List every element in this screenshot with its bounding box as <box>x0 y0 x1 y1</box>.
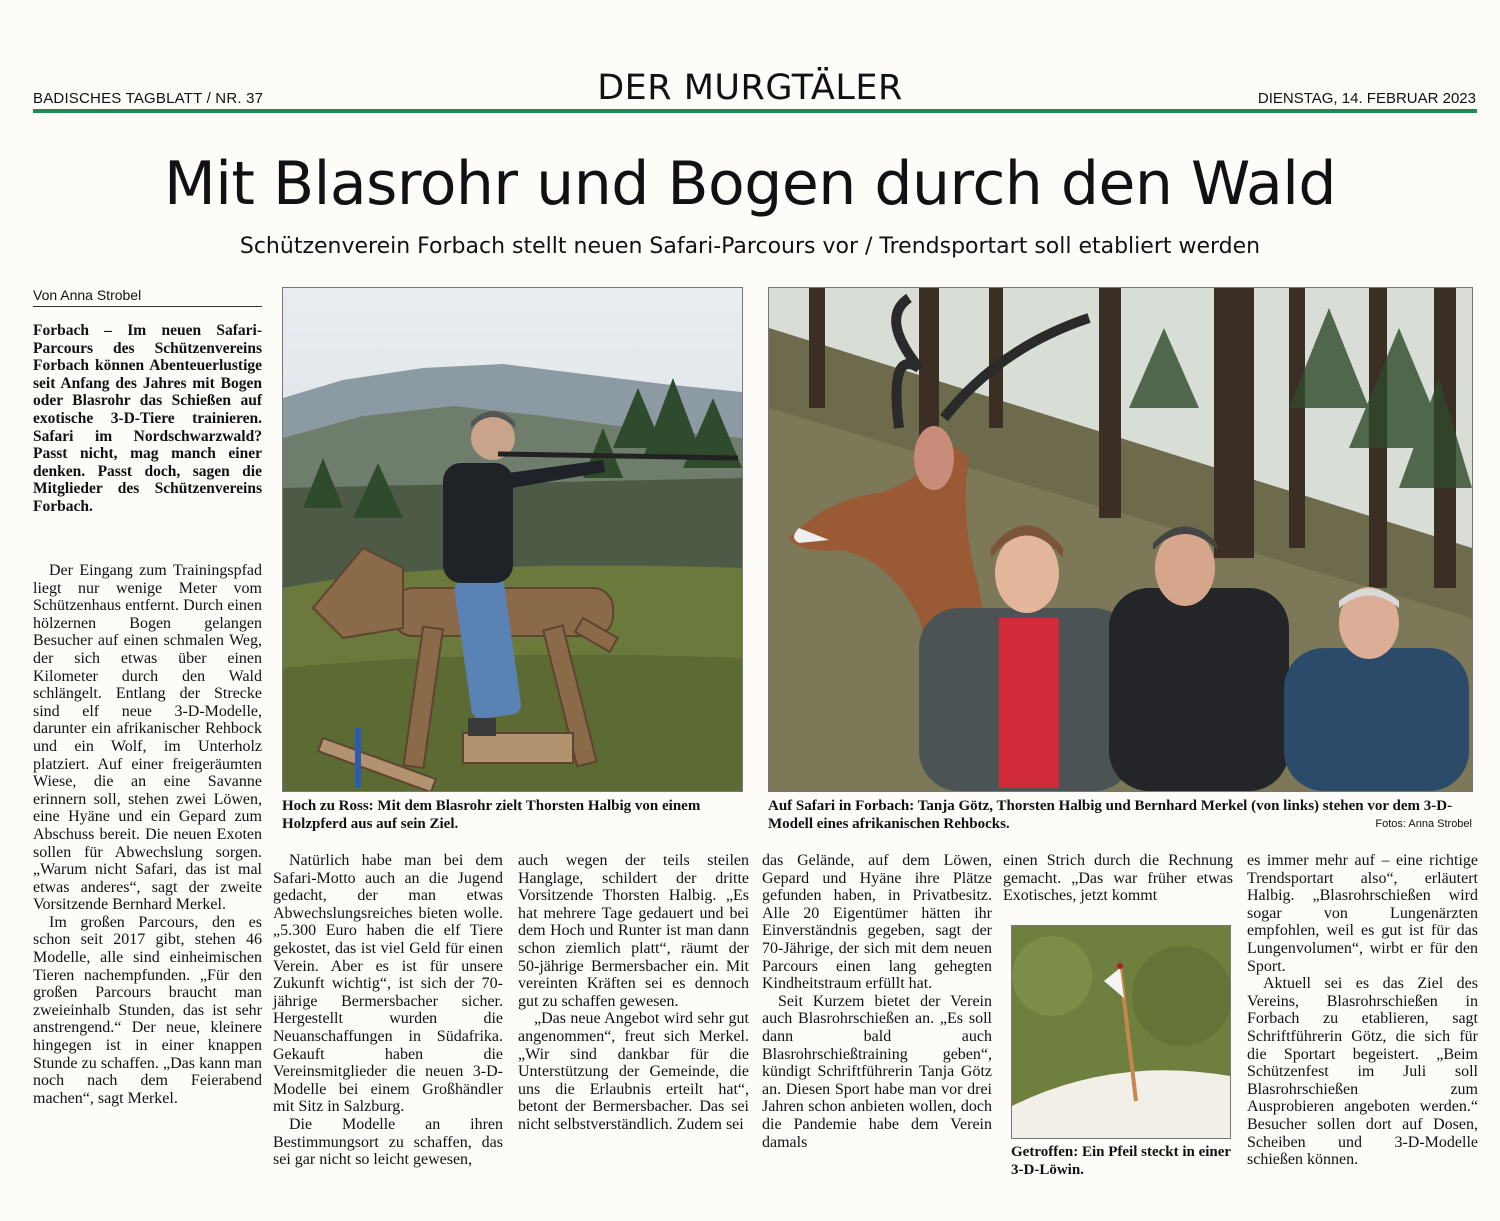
paragraph: Die Modelle an ihren Bestimmungsort zu schaffen, das sei gar nicht so leicht gewesen, <box>273 1115 503 1169</box>
paragraph: Im großen Parcours, den es schon seit 2017 gibt, stehen 46 Modelle, alle sind einheimischen Tieren nachempfunden. „Für den großen Parcours braucht man zweieinhalb Stunden, das ist sehr anstrengend.“ Der neue, kleinere hingegen ist in einer knappen Stunde zu schaffen. „Das kann man noch nach dem Feierabend machen“, sagt Merkel. <box>33 913 262 1107</box>
paragraph: einen Strich durch die Rechnung gemacht. „Das war früher etwas Exotisches, jetzt kommt <box>1003 852 1233 905</box>
paragraph: es immer mehr auf – eine richtige Trendsportart also“, erläutert Halbig. „Blasrohrschießen wird sogar von Lungenärzten empfohlen, weil es gut ist für das Lungenvolumen“, wirbt er für den Sport. <box>1247 852 1478 975</box>
text-column-5 <box>1003 852 1233 905</box>
headline: Mit Blasrohr und Bogen durch den Wald <box>163 149 1337 219</box>
text-column-1 <box>33 562 262 1107</box>
text-column-2 <box>273 852 503 1169</box>
masthead-rule <box>33 109 1477 113</box>
lead-text: Forbach – Im neuen Safari-Parcours des Schützenvereins Forbach können Abenteuerlustige seit Anfang des Jahres mit Bogen oder Blasrohr das Schießen auf exotische 3-D-Tiere trainieren. Safari im Nordschwarzwald? Passt nicht, mag manch einer denken. Passt doch, sagen die Mitglieder des Schützenvereins Forbach. <box>33 322 262 515</box>
photo-wooden-horse-image <box>283 288 742 791</box>
paragraph: „Das neue Angebot wird sehr gut angenommen“, freut sich Merkel. „Wir sind dankbar für die Unterstützung der Gemeinde, die uns die Erlaubnis erteilt hat“, betont der Bermersbacher. Das sei nicht selbstverständlich. Zudem sei <box>518 1010 749 1133</box>
photo-arrow-image <box>1012 926 1230 1138</box>
photo-group-antelope-image <box>769 288 1472 791</box>
photo-credit: Fotos: Anna Strobel <box>1375 818 1472 830</box>
paragraph: Seit Kurzem bietet der Verein auch Blasrohrschießen an. „Es soll dann bald auch Blasrohrschießtraining geben“, kündigt Schriftführerin Tanja Götz an. Diesen Sport habe man vor drei Jahren schon anbieten wollen, doch die Pandemie habe dem Verein damals <box>762 992 992 1151</box>
photo-arrow <box>1011 925 1231 1139</box>
lead-paragraph <box>33 322 262 516</box>
paragraph: auch wegen der teils steilen Hanglage, schildert der dritte Vorsitzende Thorsten Halbig. „Es hat mehrere Tage gedauert und bei dem Hoch und Runter ist man dann schon ziemlich platt“, räumt der 50-jährige Bermersbacher ein. Mit vereinten Kräften sei es dennoch gut zu schaffen gewesen. <box>518 852 749 1010</box>
text-column-3 <box>518 852 749 1134</box>
masthead-date: DIENSTAG, 14. FEBRUAR 2023 <box>1257 90 1476 107</box>
photo-caption-1: Hoch zu Ross: Mit dem Blasrohr zielt Thorsten Halbig von einem Holzpferd aus auf sein Ziel. <box>282 798 701 832</box>
text-column-4 <box>762 852 992 1151</box>
paragraph: Aktuell sei es das Ziel des Vereins, Blasrohrschießen in Forbach zu etablieren, sagt Schriftführerin Götz, die sich für die Sportart begeistert. „Beim Schützenfest im Juli soll Blasrohrschießen zum Ausprobieren angeboten werden.“ Besucher sollen dort auf Dosen, Scheiben und 3-D-Modelle schießen können. <box>1247 975 1478 1169</box>
masthead-section-title: DER MURGTÄLER <box>597 68 903 108</box>
photo-caption-2: Auf Safari in Forbach: Tanja Götz, Thorsten Halbig und Bernhard Merkel (von links) stehen vor dem 3-D-Modell eines afrikanischen Rehbocks. <box>768 798 1453 832</box>
photo-caption-3: Getroffen: Ein Pfeil steckt in einer 3-D-Löwin. <box>1011 1144 1231 1178</box>
subheadline: Schützenverein Forbach stellt neuen Safari-Parcours vor / Trendsportart soll etabliert werden <box>239 234 1261 259</box>
text-column-6 <box>1247 852 1478 1169</box>
photo-wooden-horse <box>282 287 743 792</box>
masthead-paper-issue: BADISCHES TAGBLATT / NR. 37 <box>33 90 264 107</box>
paragraph: Natürlich habe man bei dem Safari-Motto auch an die Jugend gedacht, der man etwas Abwechslungsreiches bieten wolle. „5.300 Euro haben die elf Tiere gekostet, das ist viel Geld für einen Verein. Aber es ist für unsere Zukunft wichtig“, ist sich der 70-jährige Bermersbacher sicher. Hergestellt wurden die Neuanschaffungen in Südafrika. Gekauft haben die Vereinsmitglieder die neuen 3-D-Modelle bei einem Großhändler mit Sitz in Salzburg. <box>273 852 503 1116</box>
photo-group-antelope <box>768 287 1473 792</box>
paragraph: Der Eingang zum Trainingspfad liegt nur wenige Meter vom Schützenhaus entfernt. Durch einen hölzernen Bogen gelangen Besucher auf einen schmalen Weg, der sich etwas über einen Kilometer durch den Wald schlängelt. Entlang der Strecke sind elf neue 3-D-Modelle, darunter ein afrikanischer Rehbock und ein Wolf, im Unterholz platziert. Auf einer freigeräumten Wiese, die an eine Savanne erinnern soll, stehen zwei Löwen, eine Hyäne und ein Gepard zum Abschuss bereit. Die neuen Exoten sollen für Abwechslung sorgen. „Warum nicht Safari, das ist mal etwas anderes“, sagt der zweite Vorsitzende Bernhard Merkel. <box>33 562 262 914</box>
paragraph: das Gelände, auf dem Löwen, Gepard und Hyäne ihre Plätze gefunden haben, in Privatbesitz. Alle 20 Eigentümer hätten ihr Einverständnis gegeben, sagt der 70-Jährige, der sich mit dem neuen Parcours einen lang gehegten Kindheitstraum erfüllt hat. <box>762 852 992 993</box>
byline: Von Anna Strobel <box>33 287 262 307</box>
